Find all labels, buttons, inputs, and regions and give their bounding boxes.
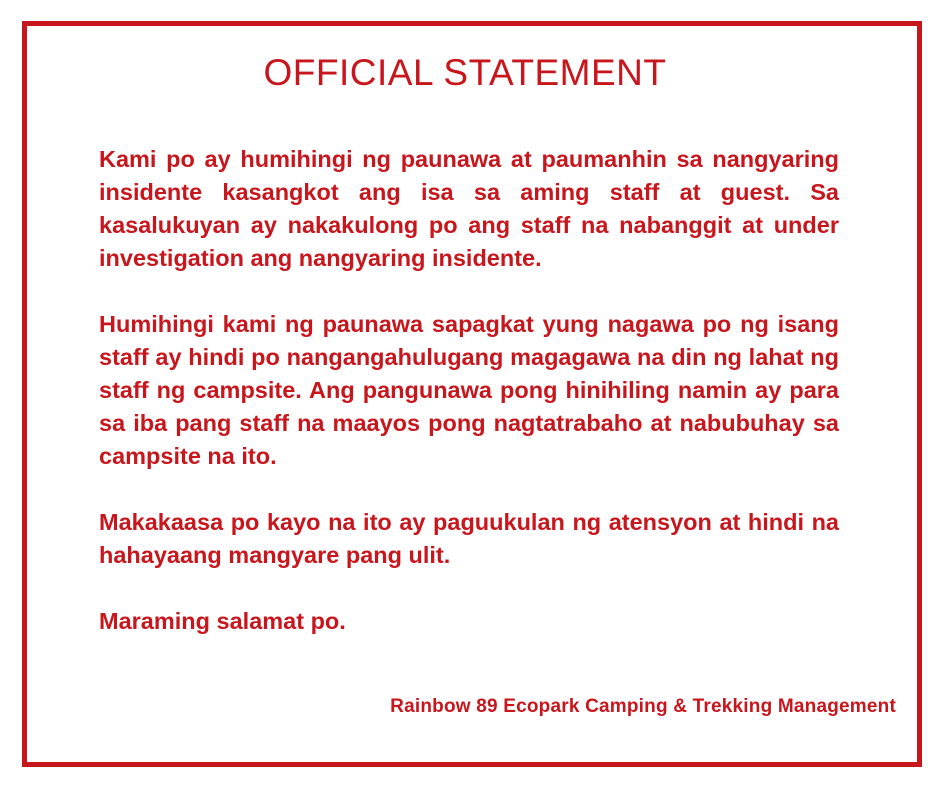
paragraph-assurance: Makakaasa po kayo na ito ay paguukulan ng atensyon at hindi na hahayaang mangyare pang ulit. <box>99 509 839 568</box>
statement-body <box>99 143 839 638</box>
paragraph-thanks: Maraming salamat po. <box>99 608 346 634</box>
paragraph-apology: Kami po ay humihingi ng paunawa at paumanhin sa nangyaring insidente kasangkot ang isa sa aming staff at guest. Sa kasalukuyan ay nakakulong po ang staff na nabanggit at under investigation ang nangyaring insidente. <box>99 146 839 271</box>
paragraph-understanding: Humihingi kami ng paunawa sapagkat yung nagawa po ng isang staff ay hindi po nangangahulugang magagawa na din ng lahat ng staff ng campsite. Ang pangunawa pong hinihiling namin ay para sa iba pang staff na maayos pong nagtatrabaho at nabubuhay sa campsite na ito. <box>99 311 839 469</box>
signature-line: Rainbow 89 Ecopark Camping & Trekking Management <box>390 696 896 717</box>
statement-title: OFFICIAL STATEMENT <box>263 52 667 93</box>
